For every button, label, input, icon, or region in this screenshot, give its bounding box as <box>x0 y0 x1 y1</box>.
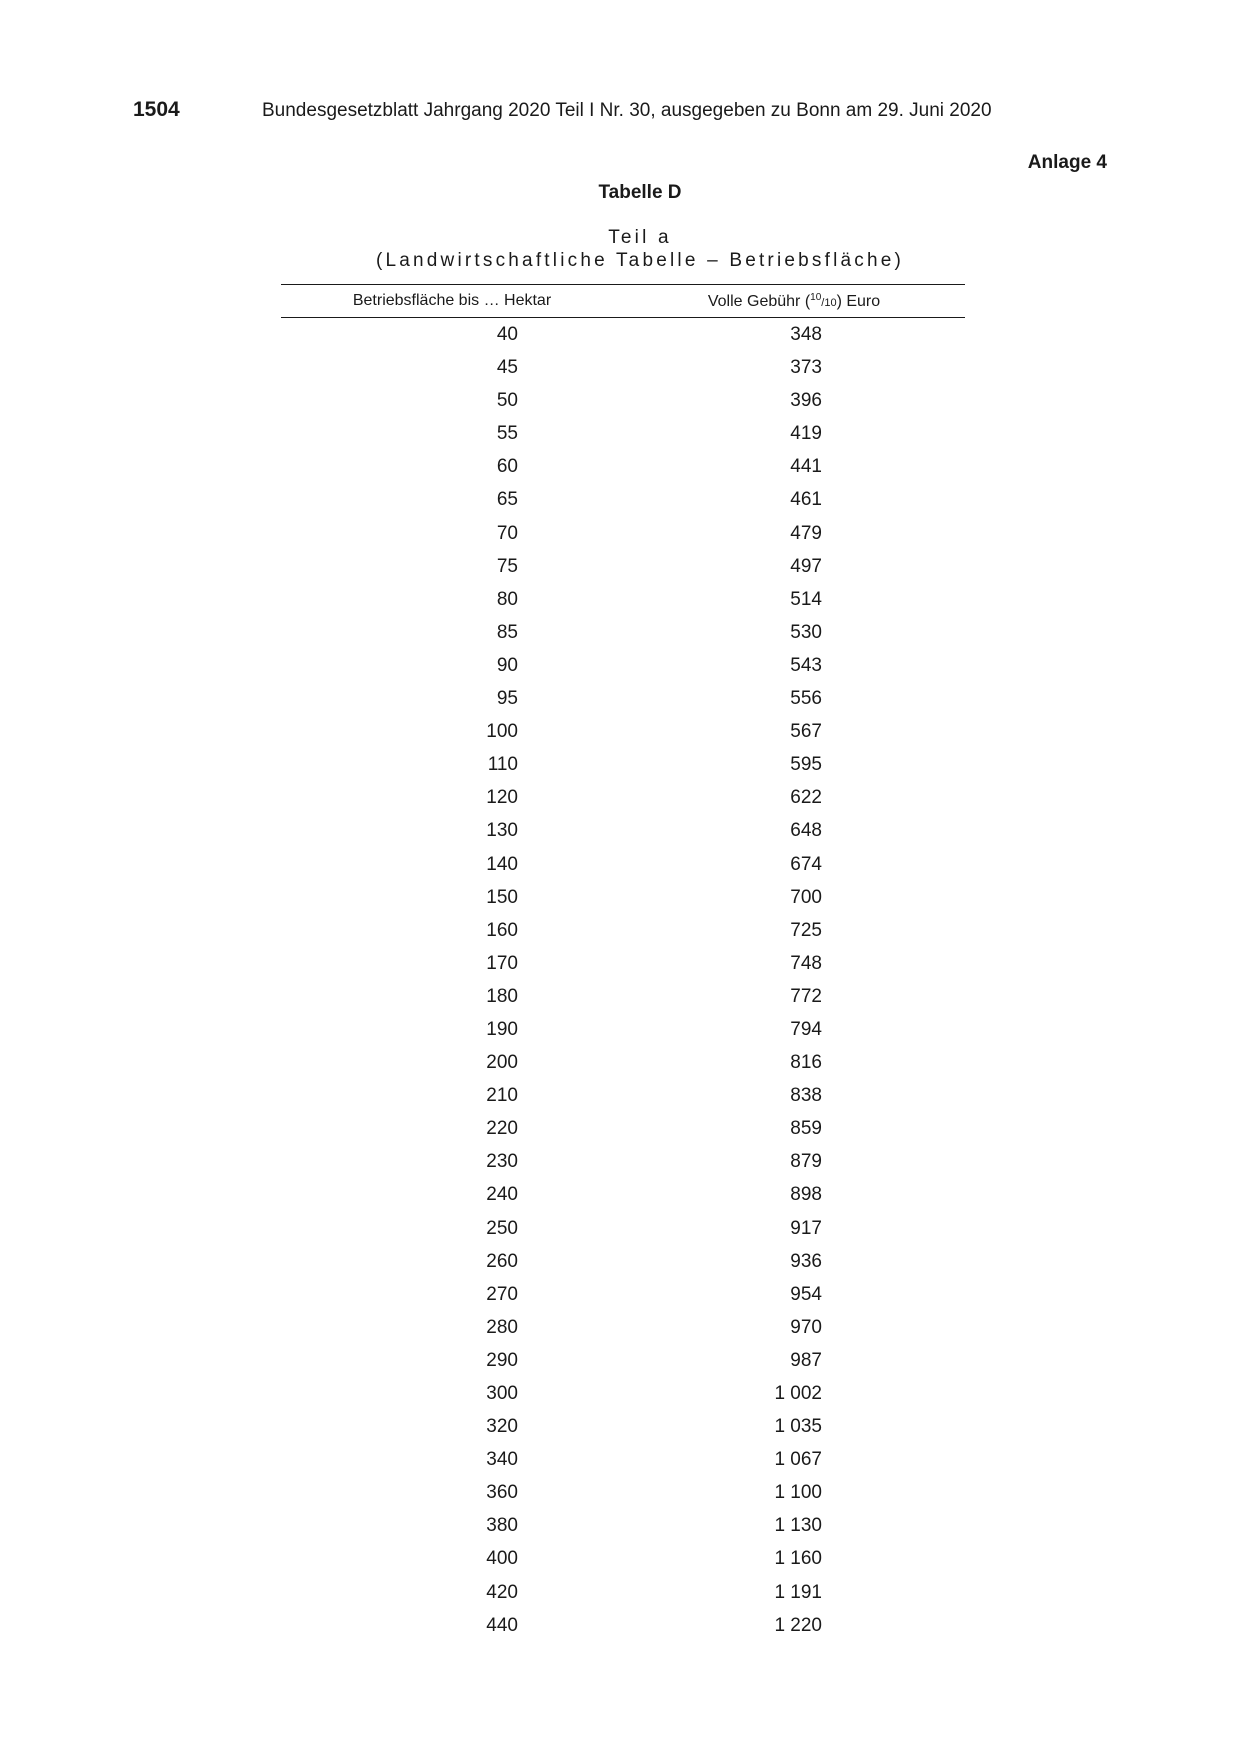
area-cell: 190 <box>486 1018 518 1040</box>
area-cell: 120 <box>486 787 518 809</box>
area-cell: 400 <box>486 1548 518 1570</box>
table-row <box>281 1147 965 1180</box>
table-row <box>281 850 965 883</box>
fee-cell: 725 <box>790 919 822 941</box>
fee-cell: 674 <box>790 853 822 875</box>
part-subtitle: (Landwirtschaftliche Tabelle – Betriebsfläche) <box>375 250 905 271</box>
table-row <box>281 1511 965 1544</box>
table-row <box>281 519 965 552</box>
area-cell: 170 <box>486 952 518 974</box>
area-cell: 55 <box>496 423 518 445</box>
annex-label: Anlage 4 <box>1027 152 1107 173</box>
page-number: 1504 <box>133 98 180 121</box>
area-cell: 160 <box>486 919 518 941</box>
area-cell: 380 <box>486 1515 518 1537</box>
area-cell: 150 <box>486 886 518 908</box>
area-cell: 210 <box>486 1085 518 1107</box>
table-row <box>281 1478 965 1511</box>
table-row <box>281 1611 965 1644</box>
table-row <box>281 1180 965 1213</box>
area-cell: 75 <box>496 555 518 577</box>
fee-cell: 898 <box>790 1184 822 1206</box>
area-cell: 240 <box>486 1184 518 1206</box>
fee-header-numerator: 10 <box>810 291 822 303</box>
fee-cell: 543 <box>790 654 822 676</box>
area-cell: 220 <box>486 1118 518 1140</box>
area-cell: 360 <box>486 1482 518 1504</box>
fee-cell: 419 <box>790 423 822 445</box>
fee-cell: 1 191 <box>774 1581 822 1603</box>
fee-cell: 1 160 <box>774 1548 822 1570</box>
area-cell: 110 <box>487 754 518 776</box>
fee-cell: 1 035 <box>774 1416 822 1438</box>
fee-cell: 648 <box>790 820 822 842</box>
area-cell: 440 <box>486 1614 518 1636</box>
fee-cell: 514 <box>790 588 822 610</box>
table-row <box>281 1544 965 1577</box>
area-cell: 85 <box>496 621 518 643</box>
area-cell: 95 <box>496 688 518 710</box>
area-cell: 100 <box>486 721 518 743</box>
table-row <box>281 1280 965 1313</box>
area-cell: 270 <box>486 1283 518 1305</box>
area-cell: 260 <box>486 1250 518 1272</box>
fee-header-denominator: /10 <box>821 296 837 309</box>
column-header-fee <box>623 292 965 311</box>
fee-cell: 497 <box>790 555 822 577</box>
fee-cell: 1 220 <box>774 1614 822 1636</box>
column-header-area: Betriebsfläche bis … Hektar <box>352 292 552 309</box>
table-row <box>281 1379 965 1412</box>
fee-cell: 567 <box>790 721 822 743</box>
fee-cell: 1 002 <box>774 1383 822 1404</box>
part-title-line: Teil a <box>608 227 672 248</box>
table-row <box>281 1015 965 1048</box>
table-row <box>281 485 965 518</box>
table-row <box>281 1114 965 1147</box>
area-cell: 200 <box>486 1052 518 1074</box>
area-cell: 70 <box>496 522 518 544</box>
area-cell: 140 <box>486 853 518 875</box>
fee-cell: 1 067 <box>774 1449 822 1471</box>
fee-cell: 373 <box>790 357 822 379</box>
fee-cell: 772 <box>790 985 822 1007</box>
table-row <box>281 816 965 849</box>
table-row <box>281 684 965 717</box>
fee-cell: 936 <box>790 1250 822 1272</box>
table-row <box>281 1445 965 1478</box>
table-row <box>281 883 965 916</box>
table-row <box>281 1081 965 1114</box>
fee-cell: 879 <box>790 1151 822 1173</box>
table-row <box>281 783 965 816</box>
area-cell: 290 <box>486 1349 518 1371</box>
fee-cell: 987 <box>790 1349 822 1371</box>
fee-cell: 859 <box>790 1118 822 1140</box>
table-row <box>281 1048 965 1081</box>
fee-cell: 816 <box>790 1052 822 1074</box>
area-cell: 250 <box>486 1217 518 1239</box>
table-header-rule <box>281 317 965 318</box>
fee-cell: 441 <box>790 456 822 478</box>
area-cell: 80 <box>496 588 518 610</box>
fee-cell: 700 <box>790 886 822 908</box>
fee-header-prefix: Volle Gebühr ( <box>707 292 811 310</box>
part-title <box>0 226 1241 272</box>
area-cell: 130 <box>486 820 518 842</box>
fee-cell: 348 <box>790 324 822 345</box>
fee-cell: 595 <box>790 754 822 776</box>
table-row <box>281 916 965 949</box>
area-cell: 40 <box>496 324 518 345</box>
table-row <box>281 552 965 585</box>
table-row <box>281 982 965 1015</box>
fee-header-suffix: ) Euro <box>836 292 881 310</box>
fee-cell: 1 100 <box>774 1482 822 1504</box>
table-row <box>281 651 965 684</box>
area-cell: 280 <box>486 1316 518 1338</box>
table-row <box>281 353 965 386</box>
fee-cell: 396 <box>790 390 822 412</box>
area-cell: 300 <box>486 1383 518 1404</box>
fee-cell: 530 <box>790 621 822 643</box>
running-head: Bundesgesetzblatt Jahrgang 2020 Teil I Nr. 30, ausgegeben zu Bonn am 29. Juni 2020 <box>262 100 992 121</box>
table-row <box>281 386 965 419</box>
table-header-row <box>281 285 965 317</box>
table-row <box>281 750 965 783</box>
fee-cell: 1 130 <box>774 1515 822 1537</box>
area-cell: 90 <box>496 654 518 676</box>
table-row <box>281 1346 965 1379</box>
table-row <box>281 419 965 452</box>
table-row <box>281 1313 965 1346</box>
table-row <box>281 1578 965 1611</box>
area-cell: 340 <box>486 1449 518 1471</box>
area-cell: 45 <box>496 357 518 379</box>
area-cell: 65 <box>496 489 518 511</box>
fee-table <box>281 284 965 1644</box>
area-cell: 420 <box>486 1581 518 1603</box>
fee-cell: 748 <box>790 952 822 974</box>
table-row <box>281 1412 965 1445</box>
fee-cell: 461 <box>790 489 822 511</box>
fee-cell: 970 <box>790 1316 822 1338</box>
fee-cell: 917 <box>790 1217 822 1239</box>
fee-cell: 954 <box>790 1283 822 1305</box>
table-row <box>281 320 965 353</box>
table-row <box>281 1247 965 1280</box>
table-row <box>281 1214 965 1247</box>
table-row <box>281 585 965 618</box>
table-body <box>281 320 965 1644</box>
table-title: Tabelle D <box>598 182 682 203</box>
area-cell: 320 <box>486 1416 518 1438</box>
fee-cell: 479 <box>790 522 822 544</box>
area-cell: 50 <box>496 390 518 412</box>
area-cell: 230 <box>486 1151 518 1173</box>
table-row <box>281 618 965 651</box>
fee-cell: 794 <box>790 1018 822 1040</box>
area-cell: 60 <box>496 456 518 478</box>
fee-cell: 556 <box>790 688 822 710</box>
fee-cell: 622 <box>790 787 822 809</box>
table-row <box>281 452 965 485</box>
area-cell: 180 <box>486 985 518 1007</box>
table-row <box>281 717 965 750</box>
table-row <box>281 949 965 982</box>
fee-cell: 838 <box>790 1085 822 1107</box>
